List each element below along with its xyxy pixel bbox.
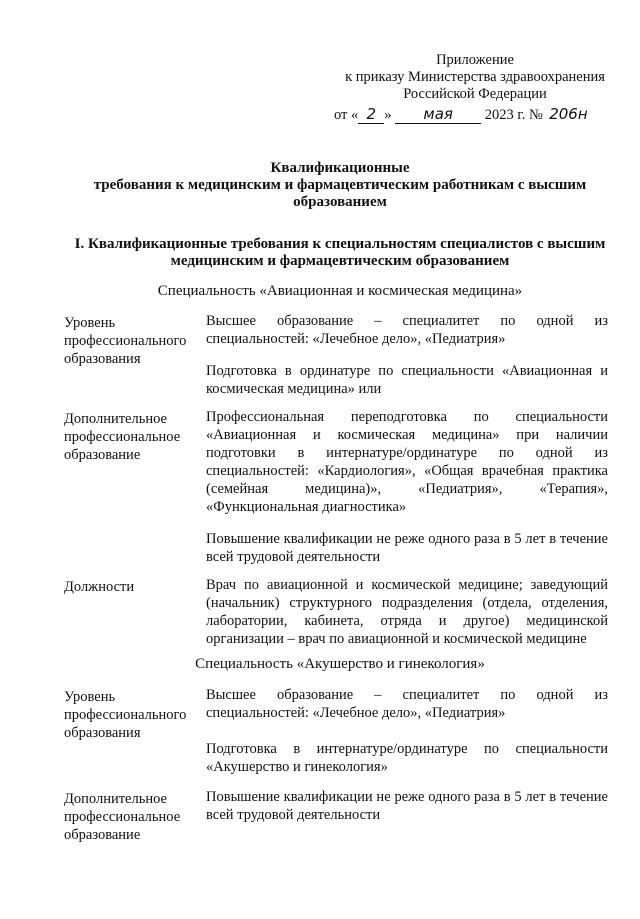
title-line-1: Квалификационные — [270, 160, 410, 176]
country-line: Российской Федерации — [403, 86, 547, 102]
specialty-heading: Специальность «Авиационная и космическая медицина» — [157, 283, 523, 299]
date-mid: » — [384, 107, 392, 123]
additional-education-text: Профессиональная переподготовка по специальности «Авиационная и космическая медицина» при наличии подготовки в интернатуре/ординатуре по одной из специальностей: «Кардиология», «Общая врачебная практика (семейная медицина)», «Педиатрия», «Терапия», «Функциональная диагностика» — [206, 409, 608, 515]
level-text: Высшее образование – специалитет по одной из специальностей: «Лечебное дело», «Педиатрия» — [206, 687, 608, 721]
order-number: 206н — [549, 105, 588, 123]
order-day: 2 — [358, 105, 384, 124]
additional-education-label: Дополнительное профессиональное образование — [64, 791, 181, 843]
additional-education-text: Повышение квалификации не реже одного раза в 5 лет в течение всей трудовой деятельности — [206, 531, 608, 565]
additional-education-text: Повышение квалификации не реже одного раза в 5 лет в течение всей трудовой деятельности — [206, 789, 608, 823]
additional-education-label: Дополнительное профессиональное образование — [64, 411, 181, 463]
section-heading — [60, 236, 620, 270]
title-line-3: образованием — [293, 194, 387, 210]
level-text: Высшее образование – специалитет по одной из специальностей: «Лечебное дело», «Педиатрия» — [206, 313, 608, 347]
level-text: Подготовка в ординатуре по специальности «Авиационная и космическая медицина» или — [206, 363, 608, 397]
order-date-line — [334, 105, 590, 124]
date-prefix: от « — [334, 107, 359, 123]
specialty-heading: Специальность «Акушерство и гинекология» — [195, 656, 485, 672]
order-month: мая — [395, 105, 481, 124]
level-label: Уровень профессионального образования — [64, 689, 187, 741]
section-line-1: I. Квалификационные требования к специальностям специалистов с высшим — [74, 236, 606, 252]
document-title — [60, 160, 620, 211]
section-line-2: медицинским и фармацевтическим образованием — [170, 253, 510, 269]
positions-label: Должности — [64, 579, 135, 595]
title-line-2: требования к медицинским и фармацевтическим работникам с высшим — [93, 177, 587, 193]
order-line: к приказу Министерства здравоохранения — [345, 69, 605, 85]
order-year: 2023 г. № — [484, 107, 543, 123]
appendix-label: Приложение — [436, 52, 514, 68]
level-label: Уровень профессионального образования — [64, 315, 187, 367]
appendix-header — [310, 52, 640, 103]
level-text: Подготовка в интернатуре/ординатуре по специальности «Акушерство и гинекология» — [206, 741, 608, 775]
positions-text: Врач по авиационной и космической медицине; заведующий (начальник) структурного подразделения (отдела, отделения, лаборатории, кабинета, отряда и другое) медицинской организации – врач по авиационной и космической медицине — [206, 577, 608, 647]
